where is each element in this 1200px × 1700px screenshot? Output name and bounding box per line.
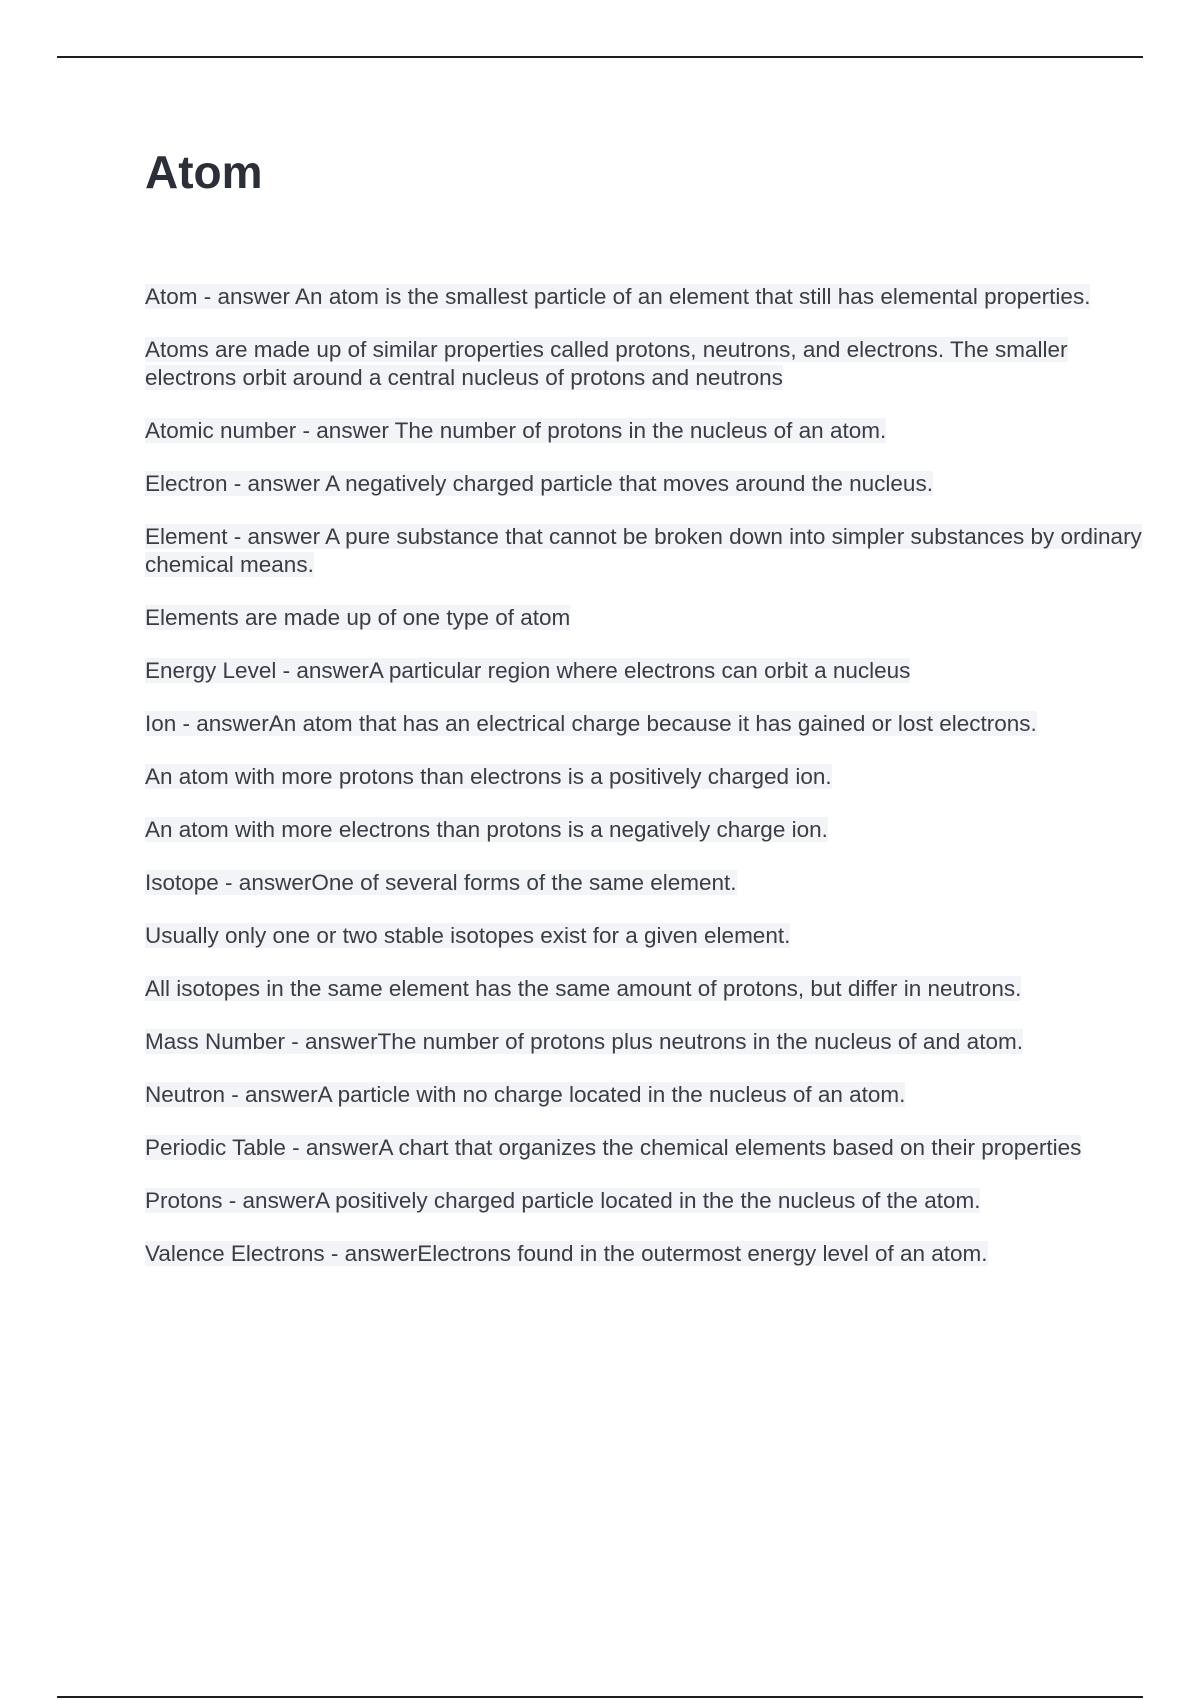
- entry-text: Mass Number - answerThe number of protons plus neutrons in the nucleus of and atom.: [145, 1029, 1023, 1054]
- list-item: [145, 922, 1145, 950]
- list-item: [145, 1081, 1145, 1109]
- list-item: [145, 417, 1145, 445]
- entry-text: An atom with more protons than electrons is a positively charged ion.: [145, 764, 832, 789]
- list-item: [145, 523, 1145, 579]
- list-item: [145, 283, 1145, 311]
- entry-text: Valence Electrons - answerElectrons found in the outermost energy level of an atom.: [145, 1241, 988, 1266]
- entry-text: Ion - answerAn atom that has an electrical charge because it has gained or lost electrons.: [145, 711, 1037, 736]
- entry-text: Isotope - answerOne of several forms of the same element.: [145, 870, 737, 895]
- entry-text: Periodic Table - answerA chart that organizes the chemical elements based on their properties: [145, 1135, 1082, 1160]
- list-item: [145, 1187, 1145, 1215]
- entry-text: Atom - answer An atom is the smallest particle of an element that still has elemental properties.: [145, 284, 1091, 309]
- list-item: [145, 336, 1145, 392]
- list-item: [145, 1240, 1145, 1268]
- list-item: [145, 604, 1145, 632]
- bottom-divider: [57, 1696, 1143, 1698]
- top-divider: [57, 56, 1143, 58]
- page-title: Atom: [145, 146, 263, 198]
- list-item: [145, 1028, 1145, 1056]
- entry-text: Element - answer A pure substance that cannot be broken down into simpler substances by ordinary chemical means.: [145, 524, 1142, 577]
- entry-text: Atomic number - answer The number of protons in the nucleus of an atom.: [145, 418, 887, 443]
- list-item: [145, 869, 1145, 897]
- entry-text: Atoms are made up of similar properties called protons, neutrons, and electrons. The smaller electrons orbit around a central nucleus of protons and neutrons: [145, 337, 1068, 390]
- list-item: [145, 816, 1145, 844]
- entry-text: Usually only one or two stable isotopes exist for a given element.: [145, 923, 791, 948]
- entry-text: An atom with more electrons than protons is a negatively charge ion.: [145, 817, 828, 842]
- list-item: [145, 657, 1145, 685]
- entry-text: Elements are made up of one type of atom: [145, 605, 571, 630]
- list-item: [145, 1134, 1145, 1162]
- list-item: [145, 763, 1145, 791]
- entry-text: All isotopes in the same element has the same amount of protons, but differ in neutrons.: [145, 976, 1022, 1001]
- entry-text: Electron - answer A negatively charged particle that moves around the nucleus.: [145, 471, 933, 496]
- entry-text: Protons - answerA positively charged particle located in the the nucleus of the atom.: [145, 1188, 981, 1213]
- list-item: [145, 710, 1145, 738]
- entry-list: [145, 283, 1145, 1293]
- list-item: [145, 470, 1145, 498]
- entry-text: Neutron - answerA particle with no charge located in the nucleus of an atom.: [145, 1082, 906, 1107]
- entry-text: Energy Level - answerA particular region where electrons can orbit a nucleus: [145, 658, 911, 683]
- list-item: [145, 975, 1145, 1003]
